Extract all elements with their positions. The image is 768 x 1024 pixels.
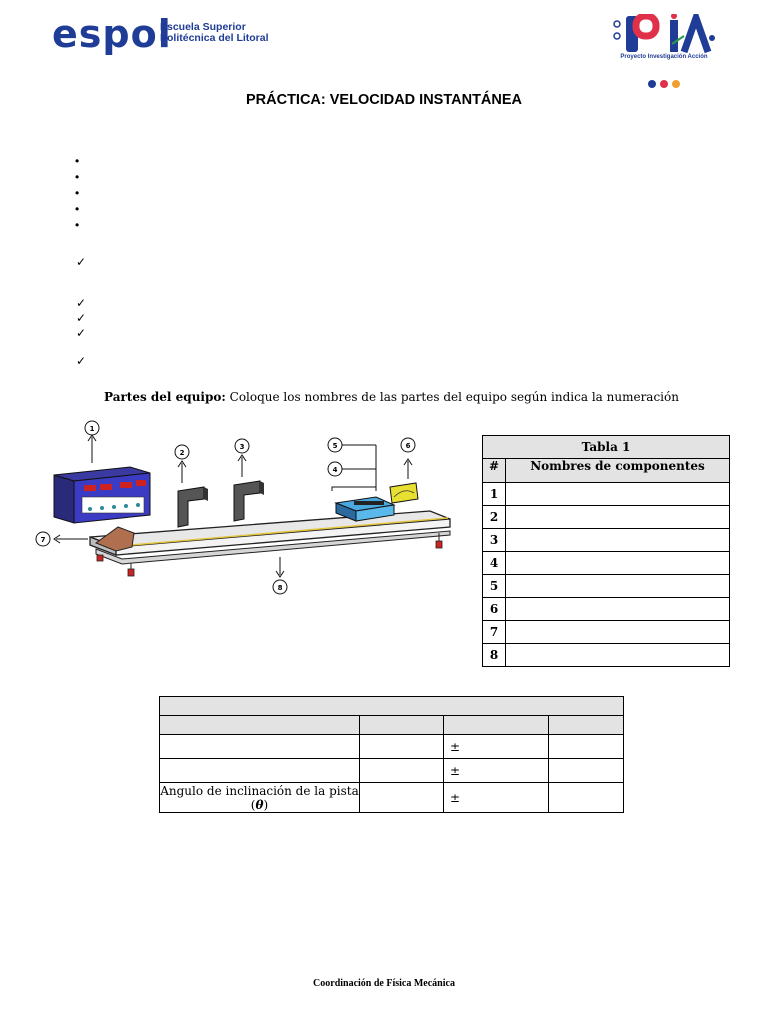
- plus-minus-symbol: ±: [450, 739, 461, 754]
- component-name-cell[interactable]: [506, 552, 730, 575]
- measurement-label-cell[interactable]: [160, 759, 360, 783]
- measurements-table-title: [160, 697, 624, 716]
- photogate-3: [234, 481, 264, 521]
- row-number: 1: [483, 483, 506, 506]
- checkmark-icon: ✓: [76, 296, 87, 310]
- espol-logo-subtitle: [160, 22, 269, 44]
- digital-timer: [54, 467, 150, 523]
- measurements-header-cell: [444, 716, 549, 735]
- table-row: [483, 644, 730, 667]
- table-row: [483, 621, 730, 644]
- row-number: 2: [483, 506, 506, 529]
- photogate-2: [178, 487, 208, 527]
- list-bullet: •: [75, 154, 80, 168]
- list-bullet: •: [75, 186, 80, 200]
- component-name-cell[interactable]: [506, 506, 730, 529]
- list-bullet: •: [75, 202, 80, 216]
- row-number: 8: [483, 644, 506, 667]
- espol-logo-wordmark: espol: [52, 12, 172, 56]
- table-header-name: Nombres de componentes: [506, 459, 730, 483]
- measurements-header-cell: [549, 716, 624, 735]
- uncertainty-cell[interactable]: [444, 735, 549, 759]
- checkmark-icon: ✓: [76, 311, 87, 325]
- component-name-cell[interactable]: [506, 529, 730, 552]
- measurement-value-cell[interactable]: [360, 735, 444, 759]
- component-name-cell[interactable]: [506, 621, 730, 644]
- list-bullet: •: [75, 218, 80, 232]
- measurement-unit-cell[interactable]: [549, 759, 624, 783]
- uncertainty-cell[interactable]: [444, 783, 549, 813]
- measurements-header-cell: [360, 716, 444, 735]
- table-row: [160, 759, 624, 783]
- angle-label-close: ): [263, 797, 269, 812]
- measurements-table: [159, 696, 624, 813]
- checkmark-icon: ✓: [76, 326, 87, 340]
- equipment-instructions: [104, 390, 679, 404]
- callout-1-label: 1: [89, 425, 95, 433]
- callout-7-label: 7: [40, 536, 46, 544]
- row-number: 7: [483, 621, 506, 644]
- instructions-text: Coloque los nombres de las partes del equipo según indica la numeración: [229, 390, 679, 404]
- component-name-cell[interactable]: [506, 483, 730, 506]
- instructions-label: Partes del equipo:: [104, 390, 226, 404]
- air-track: [90, 511, 450, 576]
- theta-symbol: θ: [255, 797, 264, 812]
- table-row: [483, 575, 730, 598]
- callout-6-label: 6: [405, 442, 411, 450]
- callout-5-label: 5: [332, 442, 338, 450]
- row-number: 6: [483, 598, 506, 621]
- espol-subtitle-line1: Escuela Superior: [160, 21, 246, 33]
- table-row: [483, 552, 730, 575]
- measurement-value-cell[interactable]: [360, 783, 444, 813]
- measurement-unit-cell[interactable]: [549, 783, 624, 813]
- checkmark-icon: ✓: [76, 255, 87, 269]
- component-name-cell[interactable]: [506, 575, 730, 598]
- table-row: [483, 529, 730, 552]
- table-row: [160, 783, 624, 813]
- table-row: [483, 506, 730, 529]
- table-header-number: #: [483, 459, 506, 483]
- measurement-value-cell[interactable]: [360, 759, 444, 783]
- measurements-header-cell: [160, 716, 360, 735]
- component-name-cell[interactable]: [506, 598, 730, 621]
- pia-logo-caption: Proyecto Investigación Acción: [620, 54, 708, 60]
- angle-label-cell: [160, 783, 360, 813]
- row-number: 3: [483, 529, 506, 552]
- callout-2-label: 2: [179, 449, 185, 457]
- table-caption: Tabla 1: [483, 436, 730, 459]
- table-row: [483, 598, 730, 621]
- row-number: 4: [483, 552, 506, 575]
- table-row: [160, 735, 624, 759]
- callout-8-label: 8: [277, 584, 283, 592]
- uncertainty-cell[interactable]: [444, 759, 549, 783]
- equipment-diagram: [30, 415, 460, 600]
- espol-subtitle-line2: Politécnica del Litoral: [160, 32, 269, 44]
- angle-label: Angulo de inclinación de la pista (: [160, 783, 359, 812]
- plus-minus-symbol: ±: [450, 790, 461, 805]
- checkmark-icon: ✓: [76, 354, 87, 368]
- row-number: 5: [483, 575, 506, 598]
- callout-4-label: 4: [332, 466, 338, 474]
- measurement-label-cell[interactable]: [160, 735, 360, 759]
- plus-minus-symbol: ±: [450, 763, 461, 778]
- page-title: PRÁCTICA: VELOCIDAD INSTANTÁNEA: [245, 92, 523, 108]
- page-footer: Coordinación de Física Mecánica: [313, 978, 455, 989]
- list-bullet: •: [75, 170, 80, 184]
- callout-3-label: 3: [239, 443, 245, 451]
- components-table: [482, 435, 730, 667]
- table-row: [483, 483, 730, 506]
- measurement-unit-cell[interactable]: [549, 735, 624, 759]
- end-stop: [390, 483, 418, 503]
- component-name-cell[interactable]: [506, 644, 730, 667]
